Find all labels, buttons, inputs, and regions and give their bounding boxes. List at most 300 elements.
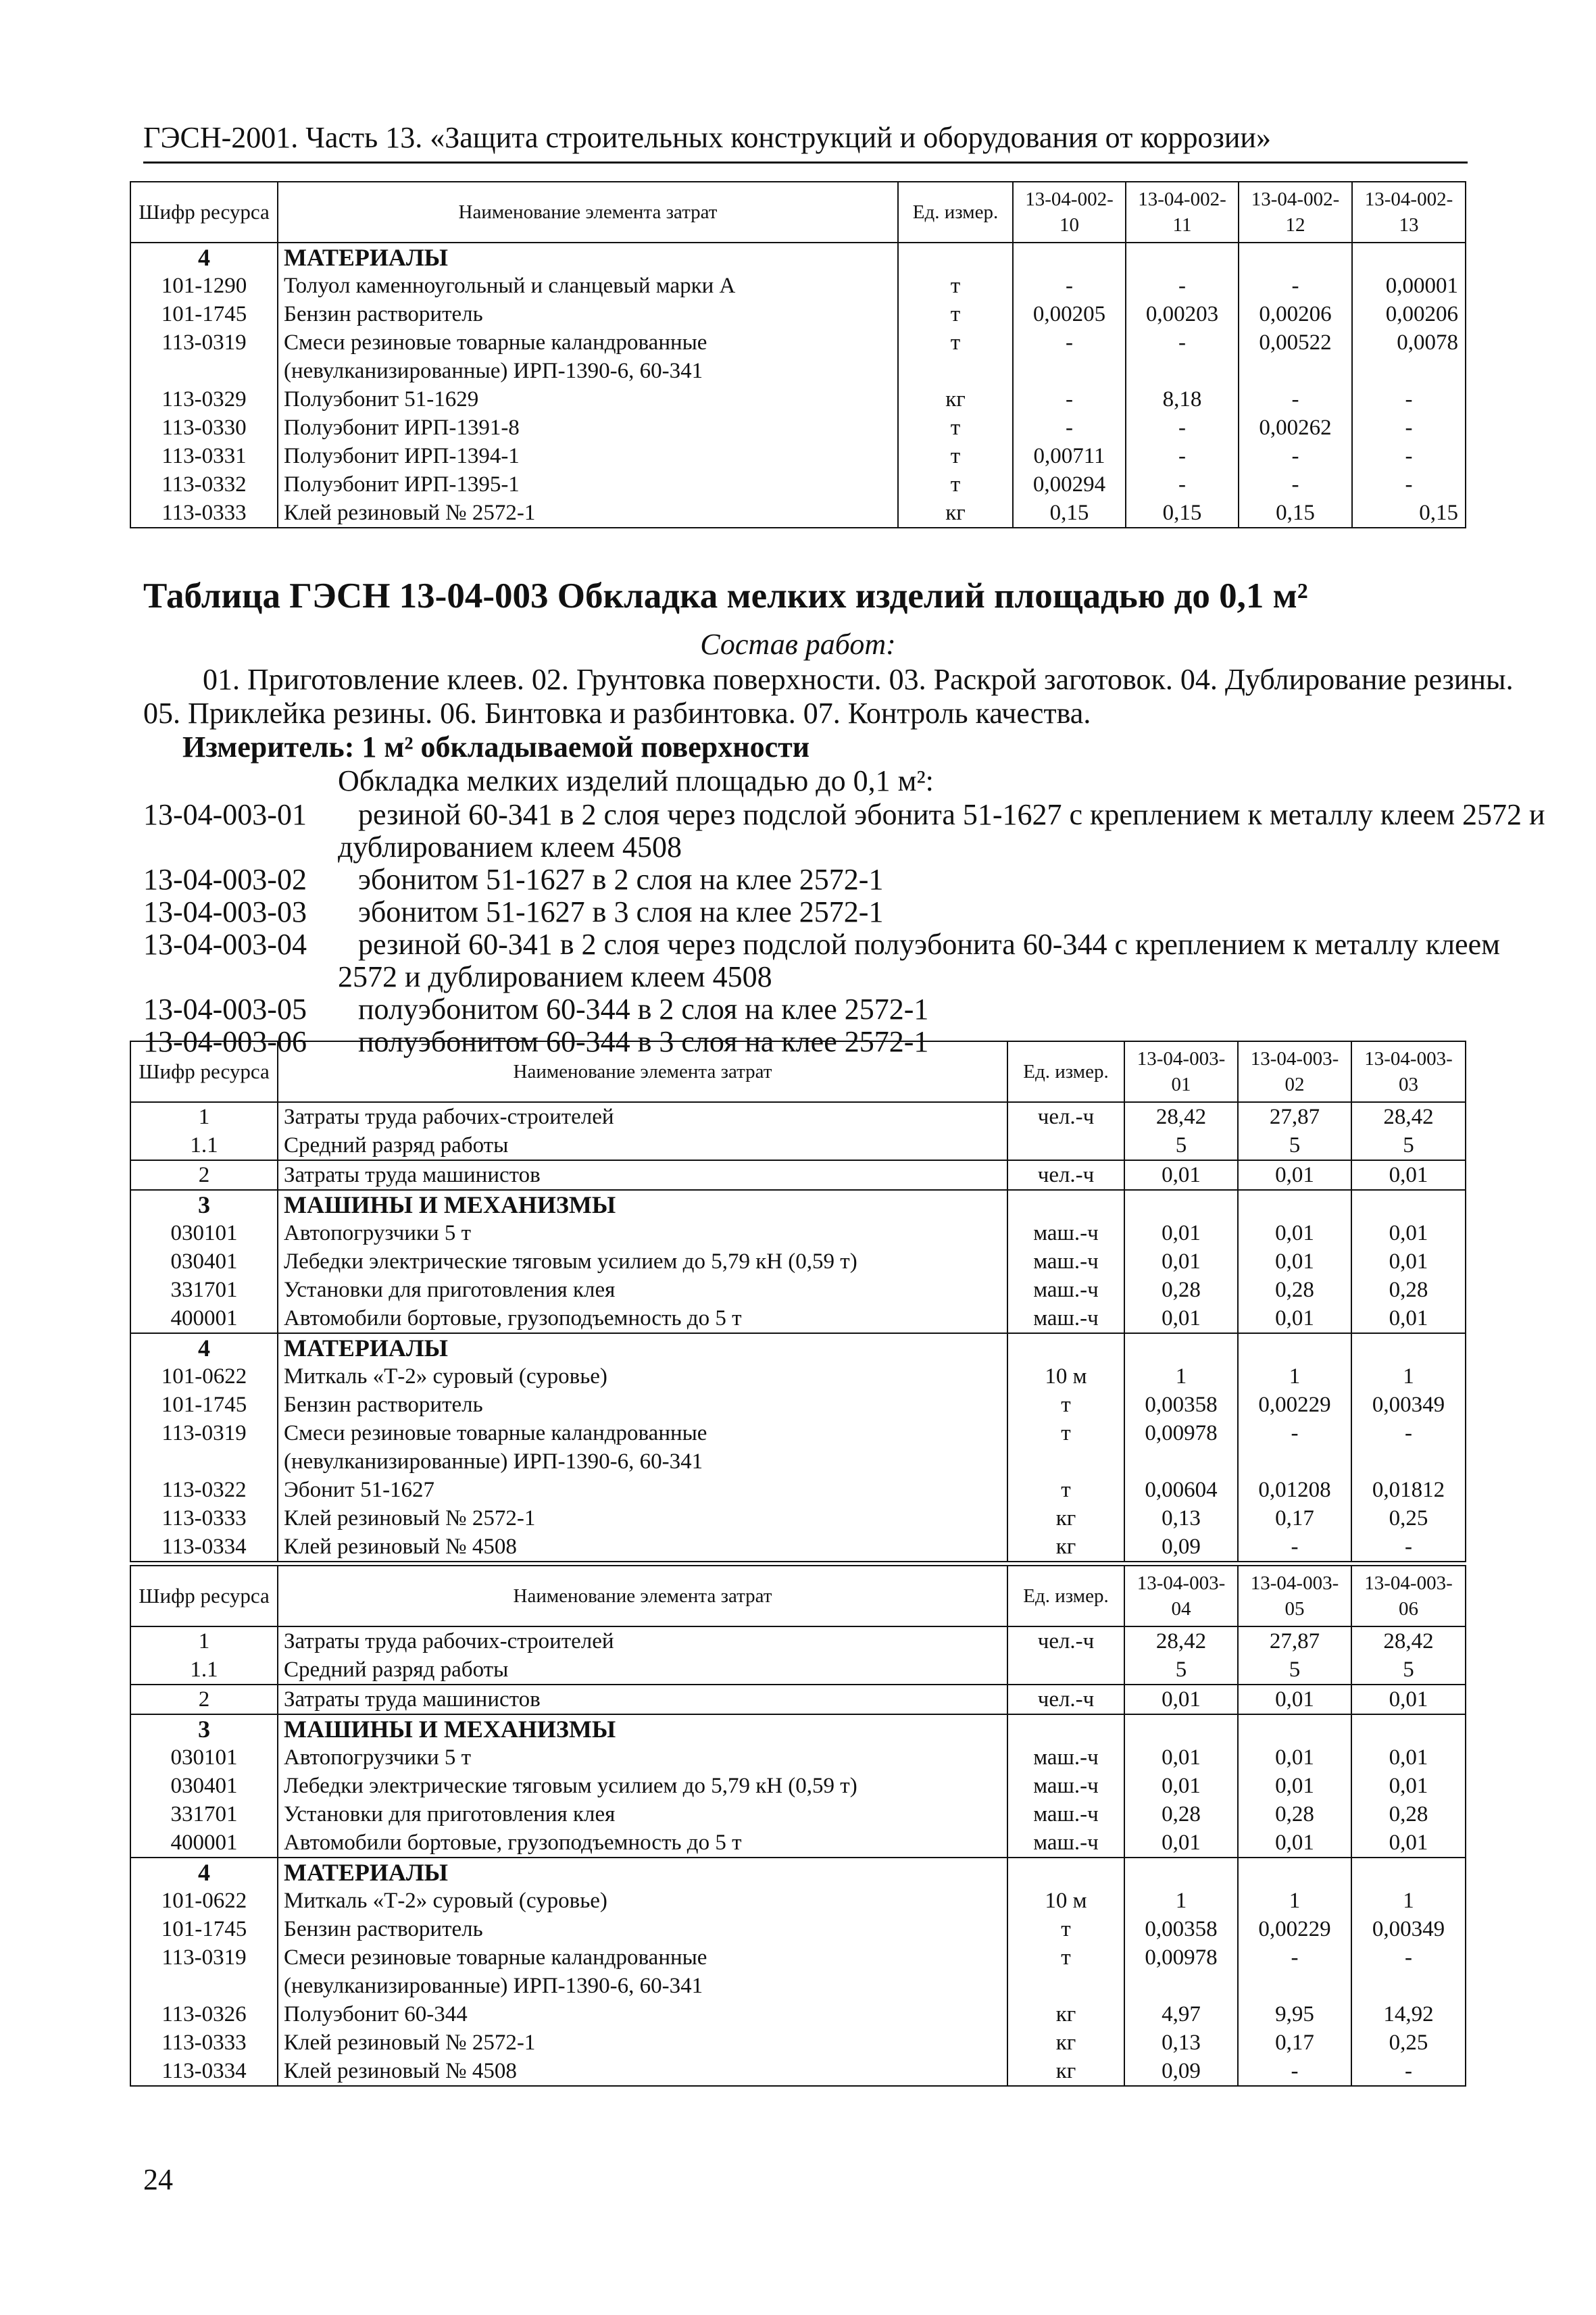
resource-value: 0,15: [1352, 499, 1466, 528]
resource-value: -: [1126, 414, 1239, 442]
norm-code: 13-04-003-06: [143, 1025, 307, 1058]
header-col: 13-04-003-06: [1351, 1566, 1466, 1626]
resource-unit: чел.-ч: [1007, 1685, 1124, 1714]
resource-name: Смеси резиновые товарные каландрованные: [278, 1419, 1007, 1447]
table-row: [130, 1160, 1466, 1190]
resource-code: [130, 1447, 278, 1476]
resource-unit: кг: [1007, 2000, 1124, 2028]
resource-value: [1351, 1972, 1466, 2000]
resource-unit: [1007, 1656, 1124, 1685]
resource-code: 030401: [130, 1772, 278, 1800]
norm-description: полуэбонитом 60-344 в 3 слоя на клее 2572-1: [358, 1025, 929, 1058]
resource-value: 0,01: [1351, 1685, 1466, 1714]
resource-value: [1352, 357, 1466, 385]
resource-code: 4: [130, 1333, 278, 1362]
section-title: МАТЕРИАЛЫ: [278, 243, 898, 272]
resource-value: 0,00978: [1124, 1943, 1238, 1972]
resource-value: 1: [1124, 1887, 1238, 1915]
resource-name: Смеси резиновые товарные каландрованные: [278, 328, 898, 357]
norm-code: 13-04-003-02: [143, 863, 307, 896]
resource-code: 113-0331: [130, 442, 278, 470]
resource-value: 0,01: [1238, 1772, 1351, 1800]
resource-unit: т: [1007, 1391, 1124, 1419]
table-row: [130, 2000, 1466, 2028]
resource-value: [1351, 1858, 1466, 1887]
resource-value: [1238, 1972, 1351, 2000]
resource-unit: т: [898, 272, 1013, 300]
resource-value: 9,95: [1238, 2000, 1351, 2028]
resource-code: 113-0334: [130, 2057, 278, 2086]
header-col: 13-04-002-12: [1239, 182, 1352, 243]
resource-name: (невулканизированные) ИРП-1390-6, 60-341: [278, 1972, 1007, 2000]
resource-value: 0,25: [1351, 2028, 1466, 2057]
resource-name: Автомобили бортовые, грузоподъемность до 5 т: [278, 1828, 1007, 1858]
resource-value: 14,92: [1351, 2000, 1466, 2028]
resource-table-13-04-002: [130, 181, 1466, 528]
header-name: Наименование элемента затрат: [278, 1566, 1007, 1626]
resource-code: 101-1745: [130, 300, 278, 328]
resource-unit: кг: [1007, 1533, 1124, 1562]
resource-unit: т: [898, 300, 1013, 328]
resource-unit: т: [1007, 1915, 1124, 1943]
resource-value: 0,09: [1124, 2057, 1238, 2086]
resource-name: Установки для приготовления клея: [278, 1800, 1007, 1828]
resource-value: -: [1013, 272, 1126, 300]
resource-value: 0,15: [1126, 499, 1239, 528]
resource-code: 101-0622: [130, 1887, 278, 1915]
resource-name: Клей резиновый № 4508: [278, 1533, 1007, 1562]
resource-value: -: [1238, 1419, 1351, 1447]
resource-value: 0,00349: [1351, 1391, 1466, 1419]
resource-unit: маш.-ч: [1007, 1772, 1124, 1800]
table-row: [130, 1828, 1466, 1858]
resource-code: [130, 1972, 278, 2000]
resource-value: 0,28: [1238, 1276, 1351, 1304]
table-row: [130, 1304, 1466, 1333]
resource-value: 0,17: [1238, 1504, 1351, 1533]
resource-code: 113-0326: [130, 2000, 278, 2028]
resource-value: -: [1013, 414, 1126, 442]
table-row: [130, 1447, 1466, 1476]
resource-unit: чел.-ч: [1007, 1102, 1124, 1131]
resource-name: Толуол каменноугольный и сланцевый марки А: [278, 272, 898, 300]
resource-value: 0,00229: [1238, 1915, 1351, 1943]
resource-value: -: [1126, 442, 1239, 470]
resource-value: 0,00203: [1126, 300, 1239, 328]
header-unit: Ед. измер.: [1007, 1041, 1124, 1102]
table-row: [130, 1362, 1466, 1391]
resource-unit: 10 м: [1007, 1362, 1124, 1391]
table-row: [130, 1533, 1466, 1562]
resource-name: Затраты труда рабочих-строителей: [278, 1102, 1007, 1131]
resource-code: 113-0332: [130, 470, 278, 499]
table-row: [130, 2057, 1466, 2086]
table-row: [130, 1247, 1466, 1276]
resource-value: -: [1352, 442, 1466, 470]
resource-name: (невулканизированные) ИРП-1390-6, 60-341: [278, 1447, 1007, 1476]
table-row: [130, 357, 1466, 385]
resource-value: 0,01: [1124, 1828, 1238, 1858]
resource-unit: кг: [1007, 2028, 1124, 2057]
table-row: [130, 1419, 1466, 1447]
resource-value: [1124, 1714, 1238, 1743]
resource-unit: маш.-ч: [1007, 1247, 1124, 1276]
header-col: 13-04-003-01: [1124, 1041, 1238, 1102]
table-row: [130, 1972, 1466, 2000]
composition-line: 01. Приготовление клеев. 02. Грунтовка поверхности. 03. Раскрой заготовок. 04. Дублирование резины.: [203, 663, 1514, 696]
resource-value: 5: [1124, 1131, 1238, 1160]
section-title: МАШИНЫ И МЕХАНИЗМЫ: [278, 1714, 1007, 1743]
resource-unit: [1007, 1190, 1124, 1219]
resource-value: [1013, 357, 1126, 385]
table-row: [130, 272, 1466, 300]
resource-name: Полуэбонит 51-1629: [278, 385, 898, 414]
resource-unit: кг: [1007, 1504, 1124, 1533]
resource-value: -: [1238, 2057, 1351, 2086]
resource-value: 0,01: [1124, 1304, 1238, 1333]
resource-name: Бензин растворитель: [278, 1391, 1007, 1419]
resource-unit: кг: [898, 499, 1013, 528]
resource-code: 101-0622: [130, 1362, 278, 1391]
resource-value: [1126, 357, 1239, 385]
header-col: 13-04-003-03: [1351, 1041, 1466, 1102]
resource-value: 28,42: [1124, 1626, 1238, 1656]
norm-code: 13-04-003-04: [143, 928, 307, 961]
resource-value: 0,09: [1124, 1533, 1238, 1562]
resource-value: 28,42: [1124, 1102, 1238, 1131]
resource-code: 113-0319: [130, 328, 278, 357]
resource-value: -: [1351, 1533, 1466, 1562]
norm-code: 13-04-003-05: [143, 993, 307, 1026]
resource-value: 0,15: [1013, 499, 1126, 528]
resource-name: Смеси резиновые товарные каландрованные: [278, 1943, 1007, 1972]
resource-code: 113-0329: [130, 385, 278, 414]
resource-value: [1351, 1333, 1466, 1362]
table-row: [130, 1190, 1466, 1219]
resource-code: 1: [130, 1626, 278, 1656]
resource-name: Автомобили бортовые, грузоподъемность до 5 т: [278, 1304, 1007, 1333]
resource-unit: маш.-ч: [1007, 1219, 1124, 1247]
resource-value: 0,28: [1124, 1276, 1238, 1304]
resource-value: 0,00229: [1238, 1391, 1351, 1419]
resource-value: 0,0078: [1352, 328, 1466, 357]
resource-value: [1124, 1333, 1238, 1362]
resource-value: -: [1351, 2057, 1466, 2086]
resource-name: Затраты труда рабочих-строителей: [278, 1626, 1007, 1656]
composition-line: 05. Приклейка резины. 06. Бинтовка и разбинтовка. 07. Контроль качества.: [143, 697, 1091, 730]
resource-value: -: [1126, 470, 1239, 499]
header-unit: Ед. измер.: [1007, 1566, 1124, 1626]
resource-value: 0,01208: [1238, 1476, 1351, 1504]
resource-code: 113-0322: [130, 1476, 278, 1504]
resource-unit: т: [898, 470, 1013, 499]
resource-value: -: [1013, 385, 1126, 414]
table-row: [130, 300, 1466, 328]
resource-name: Лебедки электрические тяговым усилием до 5,79 кН (0,59 т): [278, 1772, 1007, 1800]
resource-name: Средний разряд работы: [278, 1656, 1007, 1685]
resource-value: 1: [1238, 1362, 1351, 1391]
resource-value: 0,28: [1351, 1800, 1466, 1828]
table-row: [130, 1887, 1466, 1915]
resource-value: 0,01: [1351, 1743, 1466, 1772]
resource-unit: т: [1007, 1476, 1124, 1504]
norm-description-continued: дублированием клеем 4508: [338, 830, 682, 864]
norm-description: резиной 60-341 в 2 слоя через подслой полуэбонита 60-344 с креплением к металлу клеем: [358, 928, 1500, 961]
resource-name: Бензин растворитель: [278, 300, 898, 328]
header-name: Наименование элемента затрат: [278, 182, 898, 243]
norm-code: 13-04-003-03: [143, 895, 307, 928]
table-row: [130, 1276, 1466, 1304]
resource-name: Затраты труда машинистов: [278, 1160, 1007, 1190]
resource-value: 1: [1124, 1362, 1238, 1391]
resource-code: 101-1290: [130, 272, 278, 300]
resource-value: [1238, 1714, 1351, 1743]
resource-name: Полуэбонит 60-344: [278, 2000, 1007, 2028]
resource-value: 0,00205: [1013, 300, 1126, 328]
resource-value: -: [1352, 414, 1466, 442]
resource-value: 0,13: [1124, 2028, 1238, 2057]
resource-value: 1: [1351, 1887, 1466, 1915]
resource-unit: маш.-ч: [1007, 1800, 1124, 1828]
table-row: [130, 2028, 1466, 2057]
table-row: [130, 1333, 1466, 1362]
header-col: 13-04-002-10: [1013, 182, 1126, 243]
table-row: [130, 1772, 1466, 1800]
resource-code: 1.1: [130, 1131, 278, 1160]
resource-code: 030401: [130, 1247, 278, 1276]
header-col: 13-04-002-11: [1126, 182, 1239, 243]
resource-value: -: [1238, 1943, 1351, 1972]
resource-unit: т: [898, 414, 1013, 442]
table-row: [130, 1685, 1466, 1714]
resource-value: 0,01: [1124, 1685, 1238, 1714]
resource-code: 2: [130, 1160, 278, 1190]
resource-code: 4: [130, 1858, 278, 1887]
header-code: Шифр ресурса: [130, 182, 278, 243]
resource-value: -: [1238, 1533, 1351, 1562]
table-row: [130, 1131, 1466, 1160]
resource-code: 1.1: [130, 1656, 278, 1685]
resource-value: 0,00001: [1352, 272, 1466, 300]
resource-value: [1124, 1190, 1238, 1219]
resource-value: [1351, 1714, 1466, 1743]
resource-value: -: [1239, 385, 1352, 414]
resource-unit: чел.-ч: [1007, 1160, 1124, 1190]
header-col: 13-04-003-05: [1238, 1566, 1351, 1626]
resource-name: Автопогрузчики 5 т: [278, 1743, 1007, 1772]
resource-name: Полуэбонит ИРП-1394-1: [278, 442, 898, 470]
resource-table-13-04-003-b: [130, 1565, 1466, 2087]
resource-unit: т: [898, 442, 1013, 470]
table-row: [130, 1915, 1466, 1943]
resource-value: 5: [1238, 1656, 1351, 1685]
section-title: МАШИНЫ И МЕХАНИЗМЫ: [278, 1190, 1007, 1219]
table-row: [130, 1656, 1466, 1685]
resource-unit: кг: [1007, 2057, 1124, 2086]
resource-unit: чел.-ч: [1007, 1626, 1124, 1656]
resource-value: -: [1351, 1419, 1466, 1447]
resource-name: Клей резиновый № 2572-1: [278, 499, 898, 528]
resource-value: -: [1126, 272, 1239, 300]
resource-value: 0,00349: [1351, 1915, 1466, 1943]
table-row: [130, 1943, 1466, 1972]
norm-description: эбонитом 51-1627 в 2 слоя на клее 2572-1: [358, 863, 884, 896]
resource-name: Миткаль «Т-2» суровый (суровье): [278, 1362, 1007, 1391]
header-col: 13-04-002-13: [1352, 182, 1466, 243]
table-row: [130, 1504, 1466, 1533]
resource-name: Клей резиновый № 4508: [278, 2057, 1007, 2086]
table-row: [130, 328, 1466, 357]
resource-code: 331701: [130, 1276, 278, 1304]
table-row: [130, 1714, 1466, 1743]
resource-name: Клей резиновый № 2572-1: [278, 1504, 1007, 1533]
resource-unit: [1007, 1858, 1124, 1887]
meter-line: Измеритель: 1 м² обкладываемой поверхности: [182, 730, 810, 764]
resource-value: 1: [1238, 1887, 1351, 1915]
resource-name: (невулканизированные) ИРП-1390-6, 60-341: [278, 357, 898, 385]
resource-value: 0,01: [1351, 1304, 1466, 1333]
table-row: [130, 414, 1466, 442]
resource-code: 1: [130, 1102, 278, 1131]
header-code: Шифр ресурса: [130, 1041, 278, 1102]
resource-unit: 10 м: [1007, 1887, 1124, 1915]
resource-value: 0,00978: [1124, 1419, 1238, 1447]
resource-code: 400001: [130, 1304, 278, 1333]
resource-value: 0,01: [1238, 1743, 1351, 1772]
resource-code: 101-1745: [130, 1391, 278, 1419]
resource-code: 113-0319: [130, 1419, 278, 1447]
resource-name: Миткаль «Т-2» суровый (суровье): [278, 1887, 1007, 1915]
resource-unit: [898, 357, 1013, 385]
resource-value: -: [1351, 1943, 1466, 1972]
resource-value: 0,01: [1124, 1743, 1238, 1772]
resource-name: Лебедки электрические тяговым усилием до 5,79 кН (0,59 т): [278, 1247, 1007, 1276]
resource-code: 113-0333: [130, 1504, 278, 1533]
resource-name: Установки для приготовления клея: [278, 1276, 1007, 1304]
resource-value: 0,00358: [1124, 1391, 1238, 1419]
resource-name: Полуэбонит ИРП-1391-8: [278, 414, 898, 442]
resource-value: 0,01: [1238, 1219, 1351, 1247]
resource-value: -: [1352, 385, 1466, 414]
resource-value: 1: [1351, 1362, 1466, 1391]
resource-unit: [1007, 1333, 1124, 1362]
resource-name: Автопогрузчики 5 т: [278, 1219, 1007, 1247]
resource-value: 8,18: [1126, 385, 1239, 414]
running-header: ГЭСН-2001. Часть 13. «Защита строительных конструкций и оборудования от коррозии»: [143, 120, 1468, 164]
resource-table-13-04-003-a: [130, 1041, 1466, 1562]
resource-unit: [1007, 1447, 1124, 1476]
resource-unit: [1007, 1972, 1124, 2000]
resource-code: 113-0334: [130, 1533, 278, 1562]
resource-value: -: [1013, 328, 1126, 357]
resource-value: 0,28: [1124, 1800, 1238, 1828]
norm-description: полуэбонитом 60-344 в 2 слоя на клее 2572-1: [358, 993, 929, 1026]
resource-code: 2: [130, 1685, 278, 1714]
resource-value: 0,28: [1238, 1800, 1351, 1828]
resource-code: 030101: [130, 1219, 278, 1247]
resource-value: [1351, 1447, 1466, 1476]
resource-value: 0,15: [1239, 499, 1352, 528]
resource-unit: маш.-ч: [1007, 1276, 1124, 1304]
resource-value: 0,00358: [1124, 1915, 1238, 1943]
resource-value: [1239, 357, 1352, 385]
resource-code: 400001: [130, 1828, 278, 1858]
table-row: [130, 499, 1466, 528]
norm-description: резиной 60-341 в 2 слоя через подслой эбонита 51-1627 с креплением к металлу клеем 2572 и: [358, 798, 1545, 831]
norm-description-continued: 2572 и дублированием клеем 4508: [338, 960, 772, 993]
resource-value: [1124, 1447, 1238, 1476]
composition-title: Состав работ:: [700, 628, 896, 661]
resource-code: 3: [130, 1190, 278, 1219]
resource-value: 4,97: [1124, 2000, 1238, 2028]
resource-value: 0,01: [1351, 1772, 1466, 1800]
table-row: [130, 1476, 1466, 1504]
resource-value: 0,01: [1351, 1219, 1466, 1247]
resource-value: 0,13: [1124, 1504, 1238, 1533]
section-title: МАТЕРИАЛЫ: [278, 1333, 1007, 1362]
resource-value: 0,01: [1238, 1160, 1351, 1190]
intro-line: Обкладка мелких изделий площадью до 0,1 м²:: [338, 764, 934, 797]
resource-code: 101-1745: [130, 1915, 278, 1943]
page-number: 24: [143, 2163, 173, 2196]
resource-value: 0,00262: [1239, 414, 1352, 442]
table-row: [130, 385, 1466, 414]
resource-value: 0,01: [1124, 1160, 1238, 1190]
resource-value: 0,01: [1238, 1828, 1351, 1858]
resource-unit: [1007, 1131, 1124, 1160]
resource-code: [130, 357, 278, 385]
table-row: [130, 442, 1466, 470]
resource-value: 0,01: [1238, 1304, 1351, 1333]
resource-value: 5: [1124, 1656, 1238, 1685]
resource-code: 3: [130, 1714, 278, 1743]
resource-unit: маш.-ч: [1007, 1743, 1124, 1772]
resource-name: Клей резиновый № 2572-1: [278, 2028, 1007, 2057]
resource-unit: [1007, 1714, 1124, 1743]
table-row: [130, 1626, 1466, 1656]
resource-code: 030101: [130, 1743, 278, 1772]
resource-code: 113-0319: [130, 1943, 278, 1972]
resource-value: 0,28: [1351, 1276, 1466, 1304]
resource-value: 5: [1351, 1131, 1466, 1160]
resource-value: 0,01: [1238, 1685, 1351, 1714]
norm-description: эбонитом 51-1627 в 3 слоя на клее 2572-1: [358, 895, 884, 928]
table-row: [130, 1858, 1466, 1887]
resource-value: 28,42: [1351, 1102, 1466, 1131]
resource-value: 0,01: [1351, 1828, 1466, 1858]
resource-value: -: [1126, 328, 1239, 357]
norm-code: 13-04-003-01: [143, 798, 307, 831]
resource-value: 0,01: [1124, 1247, 1238, 1276]
resource-value: [1238, 1190, 1351, 1219]
header-col: 13-04-003-04: [1124, 1566, 1238, 1626]
resource-value: 0,01: [1124, 1219, 1238, 1247]
resource-value: [1238, 1333, 1351, 1362]
resource-name: Полуэбонит ИРП-1395-1: [278, 470, 898, 499]
section-code: 4: [130, 243, 278, 272]
resource-value: 0,01: [1124, 1772, 1238, 1800]
table-row: [130, 1391, 1466, 1419]
resource-value: 0,00206: [1352, 300, 1466, 328]
resource-code: 113-0333: [130, 2028, 278, 2057]
resource-value: -: [1239, 442, 1352, 470]
resource-value: [1124, 1972, 1238, 2000]
resource-unit: т: [1007, 1419, 1124, 1447]
header-code: Шифр ресурса: [130, 1566, 278, 1626]
resource-name: Бензин растворитель: [278, 1915, 1007, 1943]
resource-value: 28,42: [1351, 1626, 1466, 1656]
resource-value: 0,01: [1351, 1160, 1466, 1190]
